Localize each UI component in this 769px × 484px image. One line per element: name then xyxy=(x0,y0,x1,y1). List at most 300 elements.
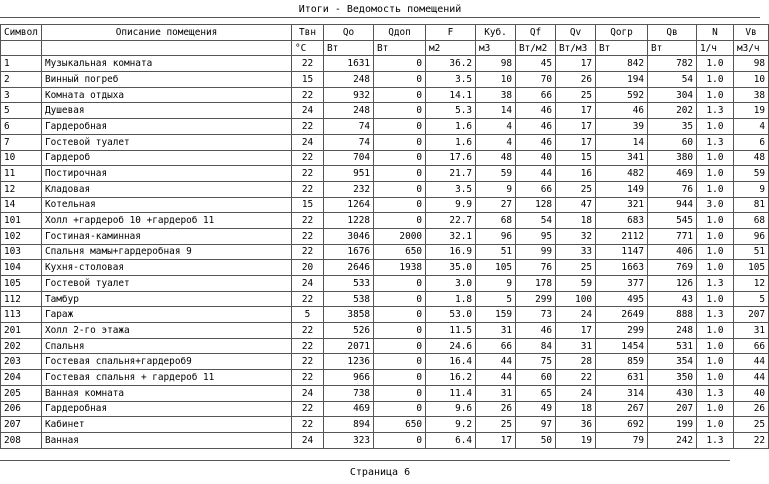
table-cell: 299 xyxy=(596,323,648,339)
table-cell: 248 xyxy=(324,103,374,119)
table-cell: 40 xyxy=(734,385,769,401)
table-row xyxy=(1,354,769,370)
table-cell: Гостевая спальня+гардероб9 xyxy=(42,354,292,370)
table-cell: 22 xyxy=(292,150,324,166)
table-cell: 19 xyxy=(556,432,596,448)
table-row xyxy=(1,260,769,276)
table-cell: 22 xyxy=(292,354,324,370)
table-cell: 96 xyxy=(734,228,769,244)
table-cell: Музыкальная комната xyxy=(42,56,292,72)
table-cell: 1.3 xyxy=(697,134,734,150)
table-cell: 631 xyxy=(596,370,648,386)
table-cell: 704 xyxy=(324,150,374,166)
table-cell: 51 xyxy=(734,244,769,260)
table-cell: 0 xyxy=(374,72,426,88)
table-cell: 22 xyxy=(292,213,324,229)
table-row xyxy=(1,401,769,417)
table-cell: 205 xyxy=(1,385,42,401)
table-cell: 932 xyxy=(324,87,374,103)
column-header: Tвн xyxy=(292,25,324,41)
table-cell: 194 xyxy=(596,72,648,88)
table-cell: 3046 xyxy=(324,228,374,244)
table-cell: 81 xyxy=(734,197,769,213)
table-cell: 1.0 xyxy=(697,72,734,88)
table-cell: 321 xyxy=(596,197,648,213)
table-cell: 59 xyxy=(476,166,516,182)
table-cell: 683 xyxy=(596,213,648,229)
table-cell: 2649 xyxy=(596,307,648,323)
table-cell: 1663 xyxy=(596,260,648,276)
table-cell: 17 xyxy=(556,56,596,72)
table-cell: 4 xyxy=(476,119,516,135)
table-cell: 104 xyxy=(1,260,42,276)
table-cell: 5 xyxy=(292,307,324,323)
table-cell: 1228 xyxy=(324,213,374,229)
unit-cell: Вт/м3 xyxy=(556,40,596,56)
table-cell: 98 xyxy=(734,56,769,72)
table-cell: 3858 xyxy=(324,307,374,323)
table-cell: 3.5 xyxy=(426,181,476,197)
table-cell: 54 xyxy=(516,213,556,229)
table-cell: 14 xyxy=(476,103,516,119)
table-row xyxy=(1,385,769,401)
title-divider xyxy=(0,17,760,18)
table-cell: 18 xyxy=(556,213,596,229)
table-cell: 50 xyxy=(516,432,556,448)
table-cell: 28 xyxy=(556,354,596,370)
table-cell: 202 xyxy=(1,338,42,354)
table-cell: Комната отдыха xyxy=(42,87,292,103)
table-cell: 16.2 xyxy=(426,370,476,386)
table-cell: Тамбур xyxy=(42,291,292,307)
table-cell: 495 xyxy=(596,291,648,307)
table-cell: 1.0 xyxy=(697,323,734,339)
table-cell: 24 xyxy=(292,432,324,448)
table-cell: 66 xyxy=(516,87,556,103)
table-cell: 1.0 xyxy=(697,119,734,135)
table-cell: 98 xyxy=(476,56,516,72)
table-cell: 103 xyxy=(1,244,42,260)
page-footer: Страница 6 xyxy=(349,467,411,478)
column-header: Qf xyxy=(516,25,556,41)
table-cell: 105 xyxy=(476,260,516,276)
table-cell: 40 xyxy=(516,150,556,166)
table-cell: 14 xyxy=(1,197,42,213)
table-cell: 22.7 xyxy=(426,213,476,229)
table-cell: 2071 xyxy=(324,338,374,354)
table-cell: 538 xyxy=(324,291,374,307)
table-cell: Гостевой туалет xyxy=(42,276,292,292)
unit-cell: Вт xyxy=(596,40,648,56)
table-cell: 19 xyxy=(734,103,769,119)
table-cell: 1.0 xyxy=(697,150,734,166)
table-cell: 842 xyxy=(596,56,648,72)
unit-cell: Вт xyxy=(324,40,374,56)
table-cell: 16.4 xyxy=(426,354,476,370)
table-cell: 1.0 xyxy=(697,228,734,244)
table-cell: 44 xyxy=(476,370,516,386)
unit-cell: Вт xyxy=(374,40,426,56)
header-row xyxy=(1,25,769,41)
table-cell: 22 xyxy=(292,181,324,197)
table-cell: 22 xyxy=(292,87,324,103)
table-row xyxy=(1,228,769,244)
table-cell: 0 xyxy=(374,87,426,103)
unit-cell: Вт/м2 xyxy=(516,40,556,56)
table-cell: 9.2 xyxy=(426,417,476,433)
table-cell: 24.6 xyxy=(426,338,476,354)
table-cell: 0 xyxy=(374,181,426,197)
table-cell: 31 xyxy=(734,323,769,339)
column-header: Qдоп xyxy=(374,25,426,41)
unit-cell: Вт xyxy=(648,40,697,56)
rooms-table xyxy=(0,24,769,449)
table-cell: 46 xyxy=(516,323,556,339)
table-cell: 96 xyxy=(476,228,516,244)
table-cell: 9 xyxy=(734,181,769,197)
table-cell: 2112 xyxy=(596,228,648,244)
table-cell: 46 xyxy=(516,134,556,150)
table-cell: 5 xyxy=(734,291,769,307)
table-cell: 66 xyxy=(734,338,769,354)
table-cell: 0 xyxy=(374,323,426,339)
table-cell: 38 xyxy=(476,87,516,103)
table-cell: 12 xyxy=(734,276,769,292)
table-cell: 105 xyxy=(1,276,42,292)
table-row xyxy=(1,370,769,386)
table-cell: 208 xyxy=(1,432,42,448)
table-cell: 14.1 xyxy=(426,87,476,103)
table-cell: 0 xyxy=(374,119,426,135)
table-cell: 48 xyxy=(476,150,516,166)
table-cell: 17 xyxy=(556,103,596,119)
table-cell: 36.2 xyxy=(426,56,476,72)
table-cell: 2000 xyxy=(374,228,426,244)
table-cell: 51 xyxy=(476,244,516,260)
column-header: F xyxy=(426,25,476,41)
table-cell: 0 xyxy=(374,370,426,386)
table-cell: 592 xyxy=(596,87,648,103)
table-cell: 14 xyxy=(596,134,648,150)
table-cell: 17.6 xyxy=(426,150,476,166)
table-cell: 0 xyxy=(374,432,426,448)
table-cell: 1 xyxy=(1,56,42,72)
table-cell: 0 xyxy=(374,385,426,401)
table-cell: 1.0 xyxy=(697,291,734,307)
table-cell: 84 xyxy=(516,338,556,354)
column-header: Qогр xyxy=(596,25,648,41)
table-row xyxy=(1,166,769,182)
table-cell: 1.8 xyxy=(426,291,476,307)
table-cell: 44 xyxy=(476,354,516,370)
table-cell: 1676 xyxy=(324,244,374,260)
table-cell: 44 xyxy=(734,370,769,386)
table-cell: 22 xyxy=(292,401,324,417)
table-cell: 54 xyxy=(648,72,697,88)
table-cell: 5 xyxy=(476,291,516,307)
table-cell: 0 xyxy=(374,213,426,229)
table-cell: 9.9 xyxy=(426,197,476,213)
table-cell: 149 xyxy=(596,181,648,197)
table-cell: 203 xyxy=(1,354,42,370)
table-cell: 0 xyxy=(374,291,426,307)
table-cell: 0 xyxy=(374,103,426,119)
table-row xyxy=(1,56,769,72)
unit-cell: °C xyxy=(292,40,324,56)
table-row xyxy=(1,307,769,323)
unit-cell xyxy=(1,40,42,56)
table-cell: 44 xyxy=(734,354,769,370)
table-cell: 16.9 xyxy=(426,244,476,260)
table-cell: 469 xyxy=(324,401,374,417)
table-cell: 202 xyxy=(648,103,697,119)
table-cell: 0 xyxy=(374,276,426,292)
table-cell: 43 xyxy=(648,291,697,307)
table-cell: 60 xyxy=(516,370,556,386)
table-cell: 1.0 xyxy=(697,260,734,276)
table-cell: 10 xyxy=(734,72,769,88)
table-cell: 24 xyxy=(292,134,324,150)
table-cell: Ванная комната xyxy=(42,385,292,401)
table-cell: 22 xyxy=(292,119,324,135)
table-cell: 430 xyxy=(648,385,697,401)
table-cell: 1.0 xyxy=(697,338,734,354)
table-cell: 22 xyxy=(556,370,596,386)
table-row xyxy=(1,432,769,448)
table-cell: 1.0 xyxy=(697,87,734,103)
table-row xyxy=(1,87,769,103)
table-cell: 207 xyxy=(648,401,697,417)
table-cell: 31 xyxy=(476,385,516,401)
table-cell: 126 xyxy=(648,276,697,292)
table-cell: 159 xyxy=(476,307,516,323)
table-cell: 1.3 xyxy=(697,385,734,401)
table-cell: 76 xyxy=(648,181,697,197)
table-cell: 1.0 xyxy=(697,401,734,417)
table-cell: 206 xyxy=(1,401,42,417)
table-cell: 17 xyxy=(556,323,596,339)
unit-cell: 1/ч xyxy=(697,40,734,56)
table-cell: 469 xyxy=(648,166,697,182)
table-cell: 6 xyxy=(1,119,42,135)
table-cell: 232 xyxy=(324,181,374,197)
table-cell: Гардеробная xyxy=(42,401,292,417)
table-cell: 1454 xyxy=(596,338,648,354)
table-cell: 248 xyxy=(324,72,374,88)
table-cell: 5.3 xyxy=(426,103,476,119)
table-cell: Гостиная-каминная xyxy=(42,228,292,244)
table-cell: 101 xyxy=(1,213,42,229)
table-cell: 267 xyxy=(596,401,648,417)
table-cell: 16 xyxy=(556,166,596,182)
table-cell: 0 xyxy=(374,354,426,370)
table-cell: 10 xyxy=(1,150,42,166)
table-cell: 201 xyxy=(1,323,42,339)
table-cell: 24 xyxy=(292,276,324,292)
table-cell: 4 xyxy=(476,134,516,150)
table-row xyxy=(1,72,769,88)
table-cell: 22 xyxy=(292,244,324,260)
table-cell: 68 xyxy=(734,213,769,229)
table-cell: 65 xyxy=(516,385,556,401)
footer-divider xyxy=(0,460,730,461)
table-cell: 33 xyxy=(556,244,596,260)
table-cell: Холл 2-го этажа xyxy=(42,323,292,339)
table-cell: 10 xyxy=(476,72,516,88)
column-header: Qv xyxy=(556,25,596,41)
table-cell: 70 xyxy=(516,72,556,88)
table-cell: 207 xyxy=(734,307,769,323)
table-cell: 951 xyxy=(324,166,374,182)
table-cell: Винный погреб xyxy=(42,72,292,88)
table-row xyxy=(1,119,769,135)
table-cell: 53.0 xyxy=(426,307,476,323)
table-cell: 102 xyxy=(1,228,42,244)
table-row xyxy=(1,213,769,229)
table-cell: 45 xyxy=(516,56,556,72)
table-cell: 39 xyxy=(596,119,648,135)
table-cell: 35.0 xyxy=(426,260,476,276)
table-cell: 299 xyxy=(516,291,556,307)
column-header: Qв xyxy=(648,25,697,41)
table-cell: 1.0 xyxy=(697,56,734,72)
table-cell: 105 xyxy=(734,260,769,276)
table-cell: 25 xyxy=(556,87,596,103)
table-cell: Котельная xyxy=(42,197,292,213)
table-cell: 15 xyxy=(292,72,324,88)
table-cell: 323 xyxy=(324,432,374,448)
table-cell: 738 xyxy=(324,385,374,401)
column-header: Vв xyxy=(734,25,769,41)
table-cell: 0 xyxy=(374,166,426,182)
table-cell: 2646 xyxy=(324,260,374,276)
table-cell: 1.0 xyxy=(697,370,734,386)
table-cell: Спальня мамы+гардеробная 9 xyxy=(42,244,292,260)
column-header: N xyxy=(697,25,734,41)
table-cell: 1.0 xyxy=(697,244,734,260)
table-cell: 377 xyxy=(596,276,648,292)
table-cell: 21.7 xyxy=(426,166,476,182)
table-cell: 0 xyxy=(374,197,426,213)
table-cell: 32.1 xyxy=(426,228,476,244)
table-cell: 894 xyxy=(324,417,374,433)
table-cell: 1.3 xyxy=(697,276,734,292)
table-cell: 4 xyxy=(734,119,769,135)
table-cell: 27 xyxy=(476,197,516,213)
table-cell: 9 xyxy=(476,276,516,292)
table-cell: 15 xyxy=(556,150,596,166)
unit-cell: м3 xyxy=(476,40,516,56)
table-cell: 59 xyxy=(734,166,769,182)
table-cell: 1.0 xyxy=(697,417,734,433)
table-cell: 46 xyxy=(596,103,648,119)
table-cell: 1.6 xyxy=(426,134,476,150)
table-cell: 44 xyxy=(516,166,556,182)
table-cell: 0 xyxy=(374,307,426,323)
table-cell: Гараж xyxy=(42,307,292,323)
table-cell: 17 xyxy=(476,432,516,448)
table-cell: 354 xyxy=(648,354,697,370)
table-cell: 1631 xyxy=(324,56,374,72)
table-cell: 3.0 xyxy=(426,276,476,292)
table-cell: 1.6 xyxy=(426,119,476,135)
unit-cell: м2 xyxy=(426,40,476,56)
table-cell: 6.4 xyxy=(426,432,476,448)
table-cell: 22 xyxy=(292,291,324,307)
table-row xyxy=(1,181,769,197)
table-row xyxy=(1,103,769,119)
table-cell: 26 xyxy=(734,401,769,417)
table-cell: 3 xyxy=(1,87,42,103)
table-cell: 32 xyxy=(556,228,596,244)
table-row xyxy=(1,197,769,213)
table-cell: 74 xyxy=(324,134,374,150)
table-cell: 1236 xyxy=(324,354,374,370)
report-title: Итоги - Ведомость помещений xyxy=(298,4,462,15)
table-cell: 31 xyxy=(556,338,596,354)
table-cell: 17 xyxy=(556,134,596,150)
table-cell: 18 xyxy=(556,401,596,417)
table-cell: 9.6 xyxy=(426,401,476,417)
table-cell: 9 xyxy=(476,181,516,197)
table-cell: 1.3 xyxy=(697,103,734,119)
table-cell: 24 xyxy=(556,307,596,323)
table-cell: 25 xyxy=(476,417,516,433)
units-row xyxy=(1,40,769,56)
table-cell: 771 xyxy=(648,228,697,244)
table-cell: Кабинет xyxy=(42,417,292,433)
table-cell: 46 xyxy=(516,103,556,119)
table-cell: 0 xyxy=(374,401,426,417)
table-cell: 314 xyxy=(596,385,648,401)
table-cell: 178 xyxy=(516,276,556,292)
table-cell: 99 xyxy=(516,244,556,260)
table-cell: 199 xyxy=(648,417,697,433)
table-cell: 24 xyxy=(292,385,324,401)
table-cell: 75 xyxy=(516,354,556,370)
table-cell: 1.0 xyxy=(697,213,734,229)
table-cell: 25 xyxy=(556,181,596,197)
table-cell: 38 xyxy=(734,87,769,103)
table-cell: 782 xyxy=(648,56,697,72)
table-cell: Холл +гардероб 10 +гардероб 11 xyxy=(42,213,292,229)
table-cell: 26 xyxy=(556,72,596,88)
table-cell: 0 xyxy=(374,134,426,150)
table-cell: 350 xyxy=(648,370,697,386)
table-cell: 76 xyxy=(516,260,556,276)
table-cell: 11.4 xyxy=(426,385,476,401)
table-cell: 68 xyxy=(476,213,516,229)
table-cell: 22 xyxy=(292,56,324,72)
table-cell: 48 xyxy=(734,150,769,166)
table-row xyxy=(1,417,769,433)
table-cell: 1.0 xyxy=(697,181,734,197)
table-cell: 24 xyxy=(556,385,596,401)
table-cell: 35 xyxy=(648,119,697,135)
table-cell: 49 xyxy=(516,401,556,417)
table-cell: 242 xyxy=(648,432,697,448)
table-cell: 944 xyxy=(648,197,697,213)
table-cell: 36 xyxy=(556,417,596,433)
column-header: Символ xyxy=(1,25,42,41)
table-cell: 207 xyxy=(1,417,42,433)
table-cell: 100 xyxy=(556,291,596,307)
table-cell: 406 xyxy=(648,244,697,260)
table-cell: Душевая xyxy=(42,103,292,119)
column-header: Описание помещения xyxy=(42,25,292,41)
table-cell: 73 xyxy=(516,307,556,323)
table-cell: 692 xyxy=(596,417,648,433)
